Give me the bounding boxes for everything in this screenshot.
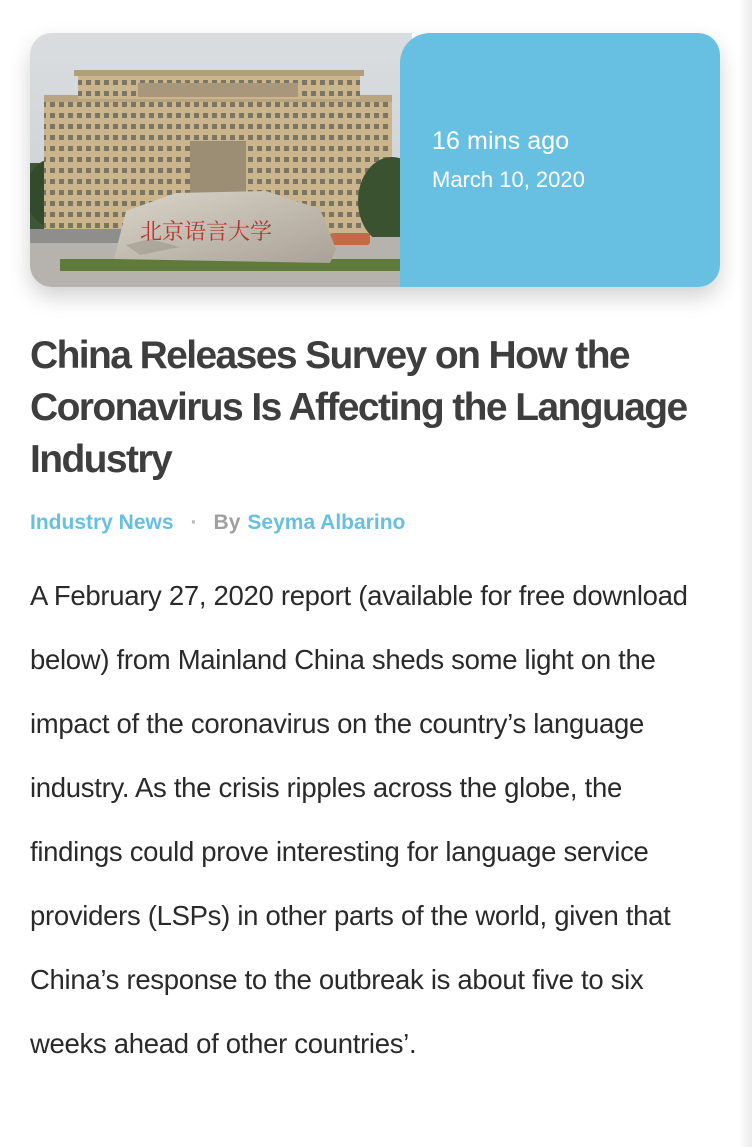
article-hero-card[interactable] bbox=[30, 33, 720, 287]
by-label: By bbox=[213, 511, 241, 534]
byline-separator: · bbox=[190, 511, 198, 534]
scroll-edge-shadow bbox=[738, 0, 752, 1147]
article-byline bbox=[30, 507, 405, 539]
article-title[interactable]: China Releases Survey on How the Coronavirus Is Affecting the Language Industry bbox=[30, 334, 687, 481]
campus-building-photo bbox=[30, 33, 412, 287]
author-link[interactable]: Seyma Albarino bbox=[247, 511, 406, 534]
stone-sign-text: 北京语言大学 bbox=[140, 220, 273, 245]
article-meta-panel bbox=[400, 33, 720, 287]
article-body-paragraph: A February 27, 2020 report (available for free download below) from Mainland China sheds some light on the impact of the coronavirus on the country’s language industry. As the crisis ripples across the globe, the findings could prove interesting for language service providers (LSPs) in other parts of the world, given that China’s response to the outbreak is about five to six weeks ahead of other countries’. bbox=[30, 580, 688, 1059]
category-link[interactable]: Industry News bbox=[30, 511, 174, 534]
published-time-ago: 16 mins ago bbox=[432, 127, 570, 155]
published-date: March 10, 2020 bbox=[432, 167, 585, 192]
article-hero-image[interactable] bbox=[30, 33, 412, 287]
